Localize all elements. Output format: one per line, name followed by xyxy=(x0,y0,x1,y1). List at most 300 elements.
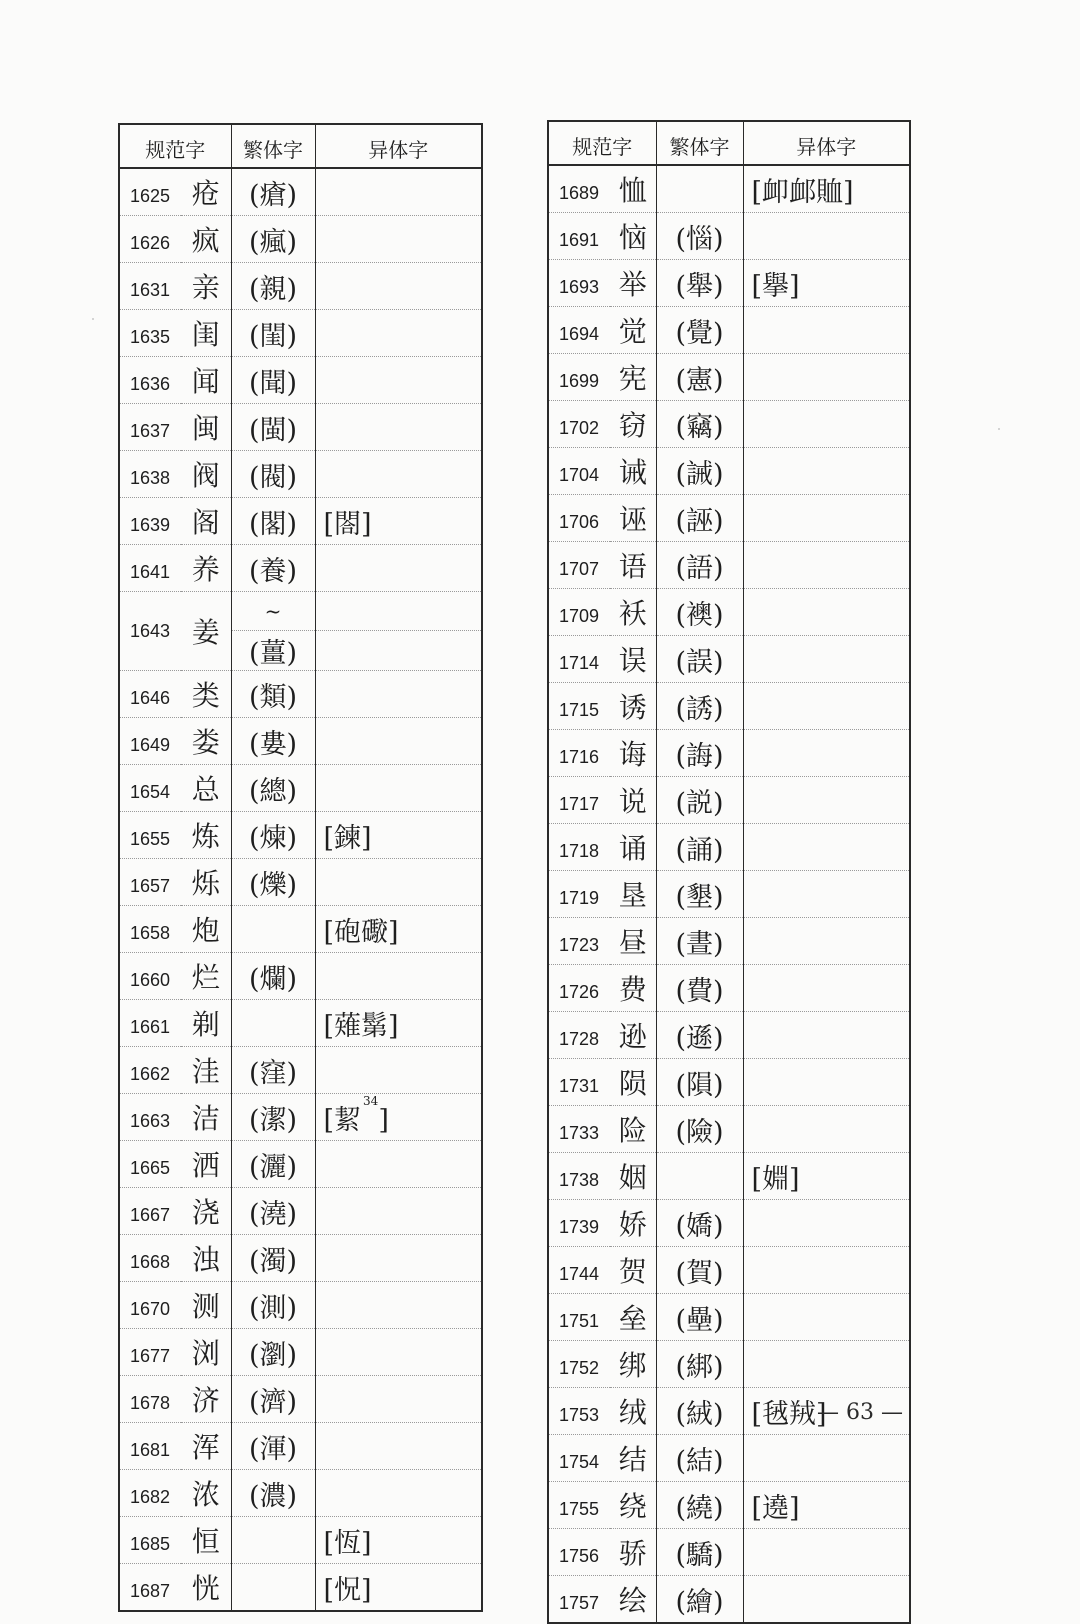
entry-number: 1714 xyxy=(548,636,610,683)
table-row xyxy=(548,918,910,965)
standard-character: 娇 xyxy=(610,1200,656,1247)
traditional-character: (瘋) xyxy=(231,216,315,263)
entry-number: 1682 xyxy=(119,1470,181,1517)
table-row xyxy=(119,1094,482,1141)
traditional-character xyxy=(656,1153,743,1200)
standard-character: 诬 xyxy=(610,495,656,542)
entry-number: 1706 xyxy=(548,495,610,542)
traditional-character: (親) xyxy=(231,263,315,310)
standard-character: 亲 xyxy=(181,263,231,310)
table-row xyxy=(119,498,482,545)
table-row xyxy=(548,213,910,260)
table-row xyxy=(548,824,910,871)
table-row xyxy=(548,1106,910,1153)
standard-character: 陨 xyxy=(610,1059,656,1106)
variant-character xyxy=(315,263,482,310)
standard-character: 浇 xyxy=(181,1188,231,1235)
traditional-character: (潔) xyxy=(231,1094,315,1141)
table-row xyxy=(119,1517,482,1564)
traditional-character: (墾) xyxy=(656,871,743,918)
standard-character: 娄 xyxy=(181,718,231,765)
table-row xyxy=(119,168,482,216)
standard-character: 烁 xyxy=(181,859,231,906)
variant-character xyxy=(315,1188,482,1235)
entry-number: 1716 xyxy=(548,730,610,777)
entry-number: 1649 xyxy=(119,718,181,765)
traditional-character: (綁) xyxy=(656,1341,743,1388)
variant-character xyxy=(315,718,482,765)
standard-character: 结 xyxy=(610,1435,656,1482)
traditional-character: (閣) xyxy=(231,498,315,545)
entry-number: 1631 xyxy=(119,263,181,310)
entry-number: 1677 xyxy=(119,1329,181,1376)
table-row xyxy=(119,1329,482,1376)
standard-character: 宪 xyxy=(610,354,656,401)
table-row xyxy=(548,871,910,918)
header-standard: 规范字 xyxy=(548,121,656,165)
standard-character: 垒 xyxy=(610,1294,656,1341)
traditional-character: (閨) xyxy=(231,310,315,357)
traditional-character: (語) xyxy=(656,542,743,589)
table-row xyxy=(119,1282,482,1329)
variant-character xyxy=(743,1059,910,1106)
entry-number: 1658 xyxy=(119,906,181,953)
traditional-character: (竊) xyxy=(656,401,743,448)
standard-character: 洼 xyxy=(181,1047,231,1094)
traditional-character xyxy=(231,906,315,953)
traditional-character: (濁) xyxy=(231,1235,315,1282)
table-row xyxy=(119,906,482,953)
standard-character: 烂 xyxy=(181,953,231,1000)
entry-number: 1726 xyxy=(548,965,610,1012)
table-row xyxy=(548,495,910,542)
variant-character xyxy=(743,1012,910,1059)
variant-character xyxy=(743,824,910,871)
variant-character: [閤] xyxy=(315,498,482,545)
traditional-character: (澆) xyxy=(231,1188,315,1235)
entry-number: 1643 xyxy=(119,592,181,671)
traditional-character: (賀) xyxy=(656,1247,743,1294)
scan-speck xyxy=(92,318,94,320)
variant-character: [卹䘏賉] xyxy=(743,165,910,213)
header-row xyxy=(119,124,482,168)
standard-character: 贺 xyxy=(610,1247,656,1294)
traditional-character: (爛) xyxy=(231,953,315,1000)
traditional-character: (絨) xyxy=(656,1388,743,1435)
variant-character xyxy=(315,859,482,906)
table-row xyxy=(548,683,910,730)
entry-number: 1731 xyxy=(548,1059,610,1106)
table-row xyxy=(548,542,910,589)
traditional-character: (誨) xyxy=(656,730,743,777)
traditional-character: (窪) xyxy=(231,1047,315,1094)
entry-number: 1681 xyxy=(119,1423,181,1470)
variant-character: [怳] xyxy=(323,1574,372,1606)
table-row xyxy=(548,965,910,1012)
footnote-marker: 34 xyxy=(363,1093,379,1108)
variant-character xyxy=(743,542,910,589)
traditional-character: (險) xyxy=(656,1106,743,1153)
variant-character xyxy=(315,1376,482,1423)
variant-character xyxy=(315,310,482,357)
variant-character xyxy=(315,1047,482,1094)
entry-number: 1639 xyxy=(119,498,181,545)
table-row xyxy=(119,1470,482,1517)
header-standard: 规范字 xyxy=(119,124,231,168)
standard-character: 骄 xyxy=(610,1529,656,1576)
table-row xyxy=(119,671,482,718)
standard-character: 炮 xyxy=(181,906,231,953)
entry-number: 1662 xyxy=(119,1047,181,1094)
table-row xyxy=(548,1247,910,1294)
variant-character xyxy=(315,631,482,671)
standard-character: 姜 xyxy=(181,592,231,671)
variant-character: [恆] xyxy=(315,1517,482,1564)
traditional-character: (婁) xyxy=(231,718,315,765)
traditional-character: (誣) xyxy=(656,495,743,542)
table-row xyxy=(548,260,910,307)
variant-character xyxy=(743,636,910,683)
traditional-character: (襖) xyxy=(656,589,743,636)
traditional-character: (惱) xyxy=(656,213,743,260)
variant-character xyxy=(743,683,910,730)
entry-number: 1667 xyxy=(119,1188,181,1235)
standard-character: 类 xyxy=(181,671,231,718)
entry-number: 1661 xyxy=(119,1000,181,1047)
table-row xyxy=(119,859,482,906)
variant-character xyxy=(743,918,910,965)
entry-number: 1707 xyxy=(548,542,610,589)
traditional-character: (誡) xyxy=(656,448,743,495)
table-row xyxy=(548,1153,910,1200)
traditional-character: (總) xyxy=(231,765,315,812)
traditional-character: (隕) xyxy=(656,1059,743,1106)
variant-character xyxy=(743,1294,910,1341)
right-character-table xyxy=(547,120,911,1624)
variant-character xyxy=(315,545,482,592)
table-row xyxy=(119,1423,482,1470)
traditional-character xyxy=(656,165,743,213)
traditional-character: (爍) xyxy=(231,859,315,906)
header-variant: 异体字 xyxy=(743,121,910,165)
header-variant: 异体字 xyxy=(315,124,482,168)
variant-character: [遶] xyxy=(743,1482,910,1529)
left-character-table xyxy=(118,123,483,1612)
standard-character: 举 xyxy=(610,260,656,307)
variant-character xyxy=(315,953,482,1000)
traditional-character: (誤) xyxy=(656,636,743,683)
traditional-character: (結) xyxy=(656,1435,743,1482)
traditional-character: (閥) xyxy=(231,451,315,498)
entry-number: 1715 xyxy=(548,683,610,730)
table-row xyxy=(548,1294,910,1341)
table-row xyxy=(119,1376,482,1423)
traditional-character: (瘡) xyxy=(231,168,315,216)
variant-character xyxy=(315,216,482,263)
traditional-character xyxy=(231,1564,315,1612)
table-row xyxy=(548,1200,910,1247)
traditional-character: (覺) xyxy=(656,307,743,354)
entry-number: 1687 xyxy=(130,1580,171,1601)
table-row xyxy=(119,263,482,310)
standard-character: 姻 xyxy=(610,1153,656,1200)
variant-character: [婣] xyxy=(743,1153,910,1200)
traditional-character: (聞) xyxy=(231,357,315,404)
variant-character xyxy=(743,1529,910,1576)
entry-number: 1655 xyxy=(119,812,181,859)
entry-number: 1665 xyxy=(119,1141,181,1188)
entry-number: 1678 xyxy=(119,1376,181,1423)
entry-number: 1691 xyxy=(548,213,610,260)
standard-character: 绒 xyxy=(610,1388,656,1435)
standard-character: 闽 xyxy=(181,404,231,451)
standard-character: 逊 xyxy=(610,1012,656,1059)
table-row xyxy=(548,1576,910,1624)
entry-number: 1738 xyxy=(548,1153,610,1200)
variant-character xyxy=(315,1470,482,1517)
entry-number: 1733 xyxy=(548,1106,610,1153)
table-row xyxy=(119,357,482,404)
standard-character: 恼 xyxy=(610,213,656,260)
variant-text-end: ] xyxy=(378,1104,389,1136)
traditional-character: (驕) xyxy=(656,1529,743,1576)
table-row xyxy=(548,401,910,448)
variant-character xyxy=(315,765,482,812)
standard-character: 费 xyxy=(610,965,656,1012)
traditional-character: (舉) xyxy=(656,260,743,307)
traditional-character: (嬌) xyxy=(656,1200,743,1247)
variant-character xyxy=(743,965,910,1012)
table-row xyxy=(119,1047,482,1094)
table-row xyxy=(548,1341,910,1388)
entry-number: 1638 xyxy=(119,451,181,498)
entry-number: 1718 xyxy=(548,824,610,871)
variant-character: [砲礮] xyxy=(315,906,482,953)
entry-number: 1752 xyxy=(548,1341,610,1388)
entry-number: 1657 xyxy=(119,859,181,906)
traditional-character: (遜) xyxy=(656,1012,743,1059)
entry-number: 1625 xyxy=(119,168,181,216)
standard-character: 诱 xyxy=(610,683,656,730)
table-row xyxy=(548,589,910,636)
standard-character: 剃 xyxy=(181,1000,231,1047)
traditional-character: (類) xyxy=(231,671,315,718)
table-row xyxy=(119,1564,482,1612)
table-row xyxy=(119,1188,482,1235)
entry-number: 1751 xyxy=(548,1294,610,1341)
standard-character: 袄 xyxy=(610,589,656,636)
traditional-character: (測) xyxy=(231,1282,315,1329)
traditional-character xyxy=(231,1000,315,1047)
traditional-character: (閩) xyxy=(231,404,315,451)
standard-character: 险 xyxy=(610,1106,656,1153)
variant-character xyxy=(743,495,910,542)
variant-character xyxy=(743,213,910,260)
traditional-character: (瀏) xyxy=(231,1329,315,1376)
table-row-split xyxy=(119,592,482,631)
standard-character: 总 xyxy=(181,765,231,812)
entry-number: 1694 xyxy=(548,307,610,354)
traditional-character: (憲) xyxy=(656,354,743,401)
standard-character: 绑 xyxy=(610,1341,656,1388)
entry-number: 1756 xyxy=(548,1529,610,1576)
entry-number: 1663 xyxy=(119,1094,181,1141)
header-traditional: 繁体字 xyxy=(656,121,743,165)
variant-character: [毧羢] xyxy=(743,1388,910,1435)
traditional-character: (誘) xyxy=(656,683,743,730)
standard-character: 阀 xyxy=(181,451,231,498)
table-row xyxy=(119,1000,482,1047)
standard-character: 昼 xyxy=(610,918,656,965)
standard-character: 语 xyxy=(610,542,656,589)
standard-character: 浏 xyxy=(181,1329,231,1376)
entry-number: 1693 xyxy=(548,260,610,307)
variant-character xyxy=(743,448,910,495)
traditional-character xyxy=(231,1517,315,1564)
variant-character: [薙鬀] xyxy=(315,1000,482,1047)
entry-number: 1704 xyxy=(548,448,610,495)
entry-number: 1660 xyxy=(119,953,181,1000)
standard-character: 诲 xyxy=(610,730,656,777)
traditional-character: (繞) xyxy=(656,1482,743,1529)
traditional-character: (繪) xyxy=(656,1576,743,1624)
variant-character xyxy=(315,1329,482,1376)
header-traditional: 繁体字 xyxy=(231,124,315,168)
variant-character xyxy=(315,357,482,404)
table-row xyxy=(548,1529,910,1576)
standard-character: 洒 xyxy=(181,1141,231,1188)
variant-character xyxy=(743,871,910,918)
entry-number: 1670 xyxy=(119,1282,181,1329)
variant-character xyxy=(315,1235,482,1282)
variant-character xyxy=(743,730,910,777)
variant-character xyxy=(315,404,482,451)
variant-character xyxy=(743,777,910,824)
standard-character: 闻 xyxy=(181,357,231,404)
variant-character xyxy=(743,1106,910,1153)
entry-number: 1744 xyxy=(548,1247,610,1294)
entry-number: 1635 xyxy=(119,310,181,357)
entry-number: 1753 xyxy=(548,1388,610,1435)
entry-number: 1717 xyxy=(548,777,610,824)
standard-character: 浓 xyxy=(181,1470,231,1517)
variant-character xyxy=(743,1200,910,1247)
table-row xyxy=(548,448,910,495)
entry-number: 1754 xyxy=(548,1435,610,1482)
variant-character: [鍊] xyxy=(315,812,482,859)
scan-speck xyxy=(998,428,1000,430)
standard-character: 垦 xyxy=(610,871,656,918)
standard-character: 说 xyxy=(610,777,656,824)
table-row xyxy=(548,307,910,354)
table-row xyxy=(119,1235,482,1282)
table-row xyxy=(548,1435,910,1482)
standard-character: 恍 xyxy=(181,1564,231,1612)
variant-character xyxy=(315,592,482,631)
standard-character: 绘 xyxy=(610,1576,656,1624)
standard-character: 诵 xyxy=(610,824,656,871)
variant-text: [絜 xyxy=(323,1104,362,1136)
table-row xyxy=(119,953,482,1000)
standard-character: 窃 xyxy=(610,401,656,448)
entry-number: 1668 xyxy=(119,1235,181,1282)
standard-character: 疮 xyxy=(181,168,231,216)
traditional-character: (費) xyxy=(656,965,743,1012)
table-row xyxy=(548,165,910,213)
entry-number: 1637 xyxy=(119,404,181,451)
entry-number: 1702 xyxy=(548,401,610,448)
variant-character xyxy=(743,354,910,401)
table-row xyxy=(119,451,482,498)
entry-number: 1685 xyxy=(119,1517,181,1564)
variant-character xyxy=(743,589,910,636)
table-row xyxy=(548,354,910,401)
variant-character xyxy=(743,1435,910,1482)
standard-character: 洁 xyxy=(181,1094,231,1141)
table-row xyxy=(119,765,482,812)
standard-character: 浊 xyxy=(181,1235,231,1282)
variant-character xyxy=(315,451,482,498)
entry-number: 1626 xyxy=(119,216,181,263)
variant-character xyxy=(315,671,482,718)
variant-character xyxy=(315,1141,482,1188)
traditional-character-tilde: ~ xyxy=(231,592,315,631)
variant-character: [擧] xyxy=(743,260,910,307)
entry-number: 1654 xyxy=(119,765,181,812)
table-row xyxy=(119,545,482,592)
variant-character xyxy=(315,1423,482,1470)
standard-character: 阁 xyxy=(181,498,231,545)
entry-number: 1723 xyxy=(548,918,610,965)
header-row xyxy=(548,121,910,165)
entry-number: 1636 xyxy=(119,357,181,404)
standard-character: 诫 xyxy=(610,448,656,495)
traditional-character: (薑) xyxy=(231,631,315,671)
table-row xyxy=(119,718,482,765)
traditional-character: (濟) xyxy=(231,1376,315,1423)
entry-number: 1689 xyxy=(548,165,610,213)
table-row xyxy=(548,777,910,824)
traditional-character: (渾) xyxy=(231,1423,315,1470)
traditional-character: (養) xyxy=(231,545,315,592)
table-row xyxy=(548,730,910,777)
traditional-character: (晝) xyxy=(656,918,743,965)
standard-character: 济 xyxy=(181,1376,231,1423)
standard-character: 炼 xyxy=(181,812,231,859)
variant-character xyxy=(743,1341,910,1388)
standard-character: 闺 xyxy=(181,310,231,357)
variant-character xyxy=(743,307,910,354)
traditional-character: (灑) xyxy=(231,1141,315,1188)
variant-character xyxy=(743,1576,910,1624)
entry-number: 1699 xyxy=(548,354,610,401)
standard-character: 误 xyxy=(610,636,656,683)
standard-character: 养 xyxy=(181,545,231,592)
entry-number: 1757 xyxy=(559,1592,600,1613)
traditional-character: (誦) xyxy=(656,824,743,871)
table-row xyxy=(548,1012,910,1059)
table-row xyxy=(119,216,482,263)
variant-character xyxy=(315,168,482,216)
standard-character: 觉 xyxy=(610,307,656,354)
standard-character: 浑 xyxy=(181,1423,231,1470)
table-row xyxy=(548,636,910,683)
entry-number: 1641 xyxy=(119,545,181,592)
standard-character: 恤 xyxy=(610,165,656,213)
table-row xyxy=(119,310,482,357)
table-row xyxy=(119,1141,482,1188)
entry-number: 1728 xyxy=(548,1012,610,1059)
